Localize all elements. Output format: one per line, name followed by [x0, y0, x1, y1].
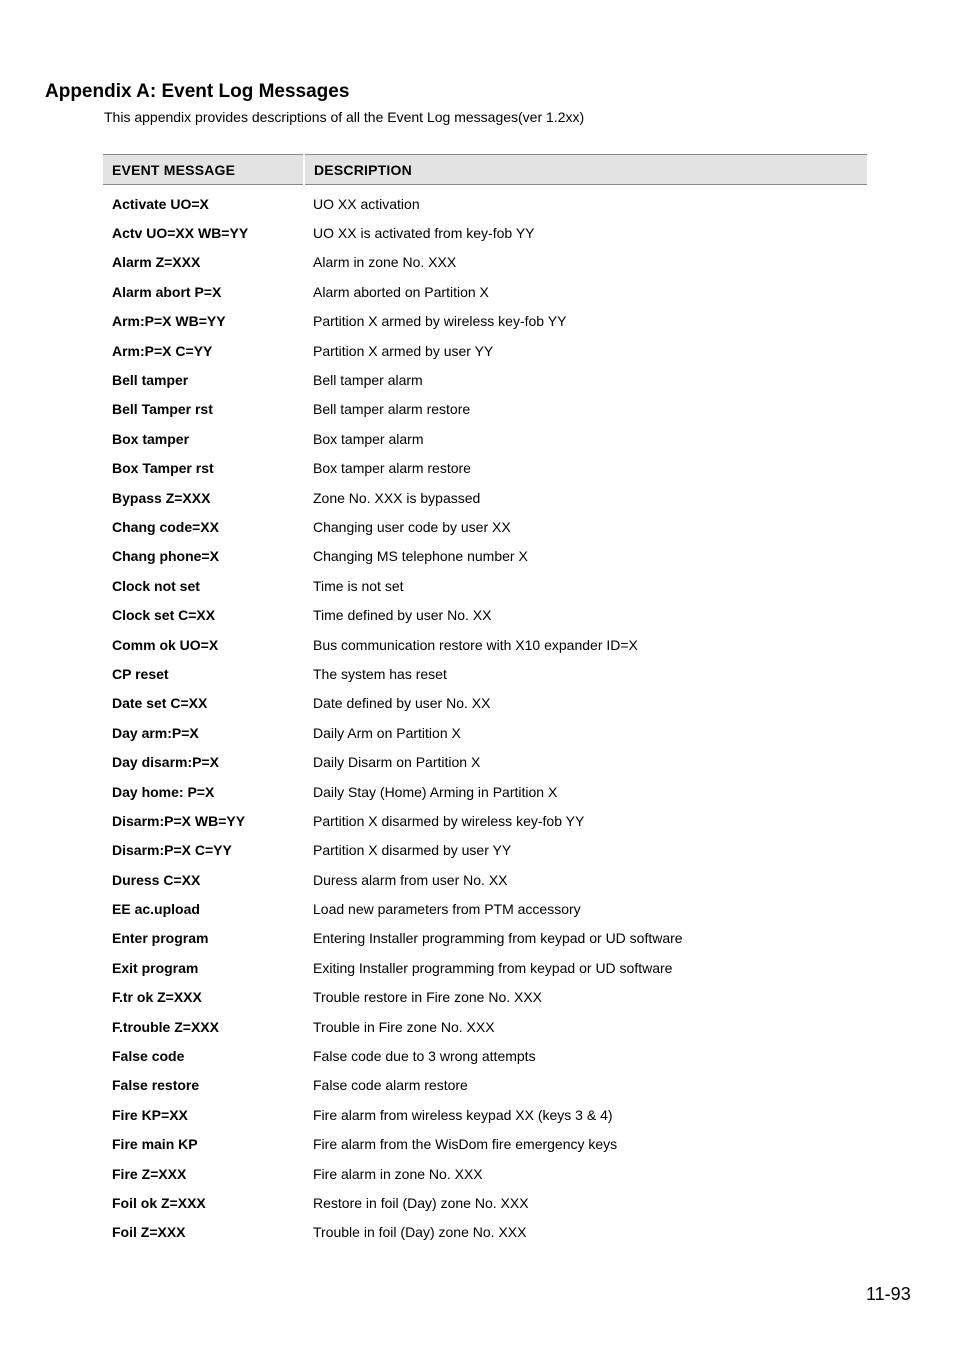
description-cell: Load new parameters from PTM accessory: [313, 901, 581, 918]
table-row: [103, 483, 867, 512]
table-row: [103, 600, 867, 629]
description-cell: Box tamper alarm restore: [313, 460, 471, 477]
table-row: [103, 542, 867, 571]
description-cell: False code alarm restore: [313, 1077, 468, 1094]
event-message-cell: F.trouble Z=XXX: [112, 1018, 219, 1035]
table-header-row: [103, 155, 867, 185]
event-message-cell: False code: [112, 1048, 185, 1065]
event-message-cell: F.tr ok Z=XXX: [112, 989, 202, 1006]
description-cell: Partition X disarmed by wireless key-fob YY: [313, 812, 585, 829]
table-row: [103, 747, 867, 776]
description-cell: Exiting Installer programming from keypad or UD software: [313, 959, 673, 976]
description-cell: Bell tamper alarm restore: [313, 401, 471, 418]
table-row: [103, 659, 867, 688]
description-cell: Zone No. XXX is bypassed: [313, 489, 481, 506]
description-cell: Partition X disarmed by user YY: [313, 842, 512, 859]
event-message-cell: Arm:P=X WB=YY: [112, 313, 226, 330]
table-row: [103, 365, 867, 394]
table-row: [103, 277, 867, 306]
table-body: [103, 185, 867, 1248]
event-message-cell: Actv UO=XX WB=YY: [112, 225, 249, 242]
description-cell: Entering Installer programming from keypad or UD software: [313, 930, 683, 947]
event-message-cell: Date set C=XX: [112, 695, 208, 712]
table-row: [103, 512, 867, 541]
table-row: [103, 1188, 867, 1217]
event-message-cell: Day disarm:P=X: [112, 754, 219, 771]
description-cell: Changing MS telephone number X: [313, 548, 528, 565]
event-message-cell: Duress C=XX: [112, 871, 201, 888]
event-message-cell: Comm ok UO=X: [112, 636, 219, 653]
event-message-cell: Box Tamper rst: [112, 460, 214, 477]
description-cell: Date defined by user No. XX: [313, 695, 491, 712]
description-cell: Fire alarm from the WisDom fire emergency keys: [313, 1136, 618, 1153]
event-message-cell: Foil Z=XXX: [112, 1224, 186, 1241]
description-cell: Alarm aborted on Partition X: [313, 283, 489, 300]
event-message-cell: Activate UO=X: [112, 195, 209, 212]
table-row: [103, 953, 867, 982]
description-cell: Fire alarm from wireless keypad XX (keys 3 & 4): [313, 1106, 613, 1123]
description-cell: Fire alarm in zone No. XXX: [313, 1165, 483, 1182]
description-cell: UO XX is activated from key-fob YY: [313, 225, 535, 242]
event-message-cell: Bypass Z=XXX: [112, 489, 211, 506]
event-message-cell: CP reset: [112, 665, 169, 682]
table-row: [103, 836, 867, 865]
table-row: [103, 1159, 867, 1188]
description-cell: Bell tamper alarm: [313, 372, 423, 389]
description-cell: Daily Arm on Partition X: [313, 724, 461, 741]
event-message-cell: Fire Z=XXX: [112, 1165, 187, 1182]
description-cell: Partition X armed by wireless key-fob YY: [313, 313, 567, 330]
description-cell: Time defined by user No. XX: [313, 607, 492, 624]
page-number: 11-93: [866, 1284, 911, 1304]
table-row: [103, 1130, 867, 1159]
description-cell: Bus communication restore with X10 expander ID=X: [313, 636, 638, 653]
table-row: [103, 424, 867, 453]
description-cell: Time is not set: [313, 577, 404, 594]
table-row: [103, 865, 867, 894]
column-header-event-message: EVENT MESSAGE: [103, 155, 304, 185]
description-cell: UO XX activation: [313, 195, 420, 212]
table-row: [103, 218, 867, 247]
table-row: [103, 924, 867, 953]
event-message-cell: Clock not set: [112, 577, 200, 594]
table-row: [103, 630, 867, 659]
event-message-cell: EE ac.upload: [112, 901, 200, 918]
table-row: [103, 1071, 867, 1100]
table-row: [103, 777, 867, 806]
event-message-cell: Box tamper: [112, 430, 190, 447]
event-message-cell: Day home: P=X: [112, 783, 215, 800]
description-cell: Duress alarm from user No. XX: [313, 871, 508, 888]
table-row: [103, 1218, 867, 1247]
event-message-cell: Arm:P=X C=YY: [112, 342, 213, 359]
table-row: [103, 718, 867, 747]
table-row: [103, 395, 867, 424]
event-message-cell: Fire KP=XX: [112, 1106, 188, 1123]
description-cell: False code due to 3 wrong attempts: [313, 1048, 536, 1065]
event-message-cell: Chang code=XX: [112, 518, 219, 535]
table-row: [103, 1012, 867, 1041]
table-row: [103, 571, 867, 600]
table-row: [103, 689, 867, 718]
event-message-cell: Foil ok Z=XXX: [112, 1194, 206, 1211]
column-header-description: DESCRIPTION: [304, 155, 867, 185]
description-cell: Restore in foil (Day) zone No. XXX: [313, 1194, 529, 1211]
event-message-cell: Disarm:P=X C=YY: [112, 842, 232, 859]
description-cell: Changing user code by user XX: [313, 518, 511, 535]
event-message-cell: False restore: [112, 1077, 200, 1094]
event-message-cell: Alarm abort P=X: [112, 283, 222, 300]
event-message-cell: Clock set C=XX: [112, 607, 216, 624]
description-cell: Daily Stay (Home) Arming in Partition X: [313, 783, 558, 800]
table-row: [103, 248, 867, 277]
description-cell: Partition X armed by user YY: [313, 342, 494, 359]
description-cell: Trouble restore in Fire zone No. XXX: [313, 989, 543, 1006]
table-row: [103, 185, 867, 219]
event-log-table: [103, 154, 867, 1247]
event-message-cell: Day arm:P=X: [112, 724, 199, 741]
description-cell: Trouble in foil (Day) zone No. XXX: [313, 1224, 527, 1241]
table-row: [103, 894, 867, 923]
event-message-cell: Alarm Z=XXX: [112, 254, 201, 271]
description-cell: Alarm in zone No. XXX: [313, 254, 457, 271]
description-cell: Daily Disarm on Partition X: [313, 754, 481, 771]
event-message-cell: Bell tamper: [112, 372, 189, 389]
table-row: [103, 806, 867, 835]
intro-text: This appendix provides descriptions of all the Event Log messages(ver 1.2xx): [104, 109, 585, 125]
event-message-cell: Disarm:P=X WB=YY: [112, 812, 246, 829]
event-message-cell: Exit program: [112, 959, 199, 976]
table-row: [103, 454, 867, 483]
event-message-cell: Fire main KP: [112, 1136, 198, 1153]
table-row: [103, 983, 867, 1012]
event-message-cell: Enter program: [112, 930, 209, 947]
table-row: [103, 1100, 867, 1129]
table-row: [103, 336, 867, 365]
description-cell: The system has reset: [313, 665, 447, 682]
page-title: Appendix A: Event Log Messages: [45, 81, 350, 102]
table-row: [103, 1041, 867, 1070]
description-cell: Trouble in Fire zone No. XXX: [313, 1018, 495, 1035]
description-cell: Box tamper alarm: [313, 430, 424, 447]
event-message-cell: Chang phone=X: [112, 548, 219, 565]
table-row: [103, 307, 867, 336]
event-message-cell: Bell Tamper rst: [112, 401, 213, 418]
